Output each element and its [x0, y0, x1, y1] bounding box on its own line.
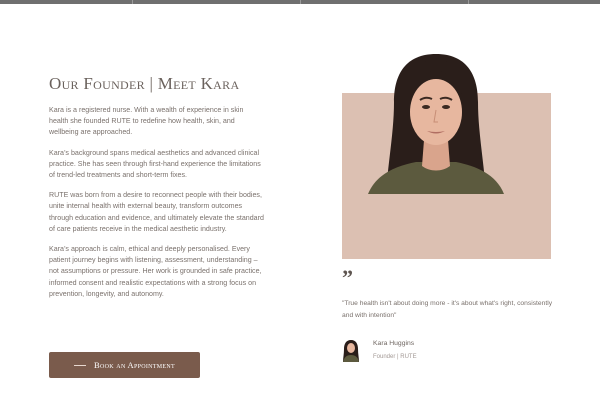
founder-paragraph-1: Kara is a registered nurse. With a wealth of experience in skin health she founded RUTE to redefine how health, skin, and wellbeing are approached.	[49, 106, 244, 137]
button-dash-decoration	[74, 365, 86, 366]
nav-divider	[132, 0, 133, 4]
founder-portrait-image	[366, 52, 506, 194]
nav-divider	[468, 0, 469, 4]
author-role: Founder | RUTE	[373, 354, 417, 360]
testimonial-quote: "True health isn't about doing more - it's about what's right, consistently and with intention"	[342, 300, 553, 319]
section-title: Our Founder | Meet Kara	[49, 74, 240, 93]
founder-paragraph-3: RUTE was born from a desire to reconnect people with their bodies, unite internal health with external beauty, transform outcomes through education and evidence, and ultimately elevate the standard of care patients receive in the medical aesthetic industry.	[49, 191, 264, 233]
founder-paragraph-2: Kara’s background spans medical aesthetics and advanced clinical practice. She has seen through first-hand experience the limitations of trend-led treatments and short-term fixes.	[49, 148, 261, 180]
founder-section	[49, 74, 264, 309]
book-appointment-button[interactable]	[49, 352, 200, 378]
nav-divider	[300, 0, 301, 4]
author-name: Kara Huggins	[373, 340, 415, 347]
book-appointment-label: Book an Appointment	[94, 360, 175, 370]
quote-icon: ”	[342, 265, 353, 290]
top-navigation-bar	[0, 0, 600, 4]
founder-paragraph-4: Kara’s approach is calm, ethical and deeply personalised. Every patient journey begins with listening, assessment, understanding – not assumptions or pressure. Her work is grounded in safe practice, informed consent and realistic expectations with a strong focus on prevention, longevity, and autonomy.	[49, 245, 262, 298]
author-avatar-image	[342, 340, 360, 362]
